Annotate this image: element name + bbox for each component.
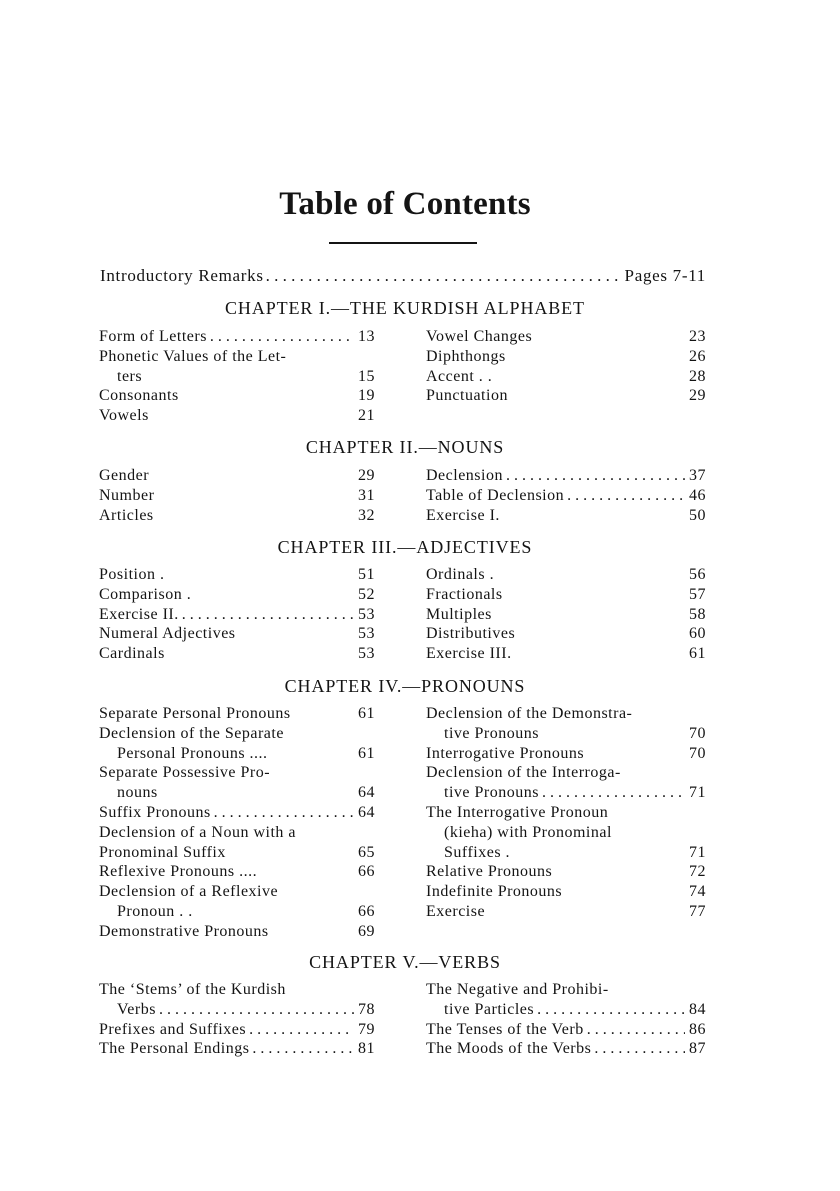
toc-entry[interactable]: [426, 506, 706, 526]
entry-page-number: 26: [689, 347, 706, 365]
entry-title: Exercise: [426, 902, 486, 920]
entry-page-number: 58: [689, 605, 706, 623]
entry-page-number: 60: [689, 625, 706, 643]
entry-title: nouns: [117, 784, 158, 802]
toc-entry[interactable]: [426, 704, 706, 724]
entry-page-number: 53: [358, 605, 375, 623]
toc-entry[interactable]: [99, 1020, 375, 1040]
dot-leader: [159, 1000, 354, 1020]
toc-entry[interactable]: [99, 922, 375, 942]
entry-title: Exercise I.: [426, 506, 500, 524]
entry-title: The Negative and Prohibi-: [426, 981, 609, 998]
chapter-4-left-column: [99, 704, 375, 942]
chapter-3-left-column: [99, 565, 375, 664]
entry-title: Multiples: [426, 605, 492, 623]
entry-title: Accent . .: [426, 367, 493, 385]
dot-leader: [594, 1039, 685, 1059]
toc-entry[interactable]: [99, 585, 375, 605]
entry-title: Number: [99, 486, 155, 504]
toc-entry[interactable]: [99, 1039, 375, 1059]
toc-entry[interactable]: [426, 486, 706, 506]
entry-title: Vowels: [99, 407, 149, 425]
entry-title: Punctuation: [426, 387, 508, 405]
toc-entry[interactable]: [99, 624, 375, 644]
toc-entry[interactable]: [99, 783, 375, 803]
entry-page-number: 52: [358, 585, 375, 603]
entry-title: Declension: [426, 467, 503, 484]
toc-entry[interactable]: [426, 466, 706, 486]
entry-title: tive Particles: [444, 1000, 535, 1018]
toc-entry[interactable]: [426, 585, 706, 605]
entry-page-number: 74: [689, 883, 706, 901]
toc-entry[interactable]: [99, 486, 375, 506]
entry-page-number: 71: [689, 843, 706, 861]
entry-title: The Interrogative Pronoun: [426, 803, 609, 821]
entry-page-number: 70: [689, 724, 706, 742]
toc-entry[interactable]: [99, 744, 375, 764]
toc-entry[interactable]: [426, 843, 706, 863]
dot-leader: [249, 1020, 354, 1040]
entry-page-number: 72: [689, 863, 706, 881]
toc-entry[interactable]: [426, 744, 706, 764]
toc-entry[interactable]: [426, 902, 706, 922]
toc-entry[interactable]: [99, 367, 375, 387]
toc-entry[interactable]: [426, 1000, 706, 1020]
chapter-5-right-column: [426, 980, 706, 1059]
entry-title: Verbs: [117, 1000, 156, 1018]
entry-title: Comparison .: [99, 585, 192, 603]
entry-title: Relative Pronouns: [426, 863, 553, 881]
toc-entry[interactable]: [99, 466, 375, 486]
entry-title: Indefinite Pronouns: [426, 883, 563, 901]
entry-title: Phonetic Values of the Let-: [99, 347, 287, 365]
entry-title: Prefixes and Suffixes: [99, 1020, 247, 1038]
toc-entry[interactable]: [426, 644, 706, 664]
entry-page-number: 71: [689, 784, 706, 802]
toc-entry[interactable]: [426, 724, 706, 744]
toc-entry[interactable]: [99, 902, 375, 922]
entry-page-number: 23: [689, 328, 706, 345]
entry-page-number: 66: [358, 902, 375, 920]
entry-page-number: 61: [689, 645, 706, 663]
toc-entry[interactable]: [426, 1020, 706, 1040]
chapter-2-heading: CHAPTER II.—NOUNS: [305, 437, 505, 457]
chapter-4-right-column: [426, 704, 706, 922]
page-title: Table of Contents: [279, 186, 531, 222]
dot-leader: [567, 486, 685, 506]
entry-page-number: 28: [689, 367, 706, 385]
toc-entry[interactable]: [99, 506, 375, 526]
entry-page-number: 56: [689, 566, 706, 583]
toc-entry[interactable]: [99, 882, 375, 902]
toc-entry[interactable]: [99, 763, 375, 783]
entry-title: ters: [117, 367, 143, 385]
toc-entry[interactable]: [426, 862, 706, 882]
dot-leader: [252, 1039, 354, 1059]
entry-title: Interrogative Pronouns: [426, 744, 585, 762]
entry-page-number: 61: [358, 705, 375, 722]
toc-entry[interactable]: [99, 347, 375, 367]
dot-leader: [506, 466, 685, 486]
title-rule: [329, 242, 477, 244]
entry-title: Cardinals: [99, 645, 165, 663]
toc-entry[interactable]: [426, 386, 706, 406]
entry-page-number: 70: [689, 744, 706, 762]
entry-title: Form of Letters: [99, 328, 207, 345]
entry-title: Demonstrative Pronouns: [99, 922, 269, 940]
entry-page-number: 46: [689, 486, 706, 504]
entry-title: Declension of the Separate: [99, 724, 284, 742]
toc-entry[interactable]: [99, 565, 375, 585]
toc-entry[interactable]: [426, 823, 706, 843]
dot-leader: [587, 1020, 685, 1040]
entry-page-number: 15: [358, 367, 375, 385]
dot-leader: [266, 266, 623, 286]
entry-title: Declension of the Demonstra-: [426, 705, 633, 722]
chapter-1-left-column: [99, 327, 375, 426]
entry-page-number: 61: [358, 744, 375, 762]
toc-entry[interactable]: [99, 862, 375, 882]
toc-entry[interactable]: [426, 624, 706, 644]
entry-page-number: 84: [689, 1000, 706, 1018]
dot-leader: [210, 327, 354, 347]
entry-title: Exercise III.: [426, 645, 512, 663]
entry-title: Declension of a Noun with a: [99, 823, 297, 841]
toc-entry[interactable]: [99, 823, 375, 843]
entry-title: The ‘Stems’ of the Kurdish: [99, 981, 286, 998]
toc-entry[interactable]: [426, 783, 706, 803]
entry-title: Numeral Adjectives: [99, 625, 236, 643]
toc-entry[interactable]: [99, 1000, 375, 1020]
entry-title: tive Pronouns: [444, 784, 539, 802]
entry-title: Suffixes .: [444, 843, 511, 861]
toc-entry[interactable]: [426, 367, 706, 387]
entry-page-number: 29: [358, 467, 375, 484]
toc-entry[interactable]: [426, 327, 706, 347]
entry-title: Pronoun . .: [117, 902, 193, 920]
entry-title: Declension of the Interroga-: [426, 764, 621, 782]
entry-page-number: 64: [358, 803, 375, 821]
chapter-4-heading: CHAPTER IV.—PRONOUNS: [284, 676, 526, 696]
dot-leader: [214, 803, 354, 823]
entry-page-number: 69: [358, 922, 375, 940]
entry-page-number: 78: [358, 1000, 375, 1018]
toc-entry[interactable]: [426, 803, 706, 823]
entry-title: The Personal Endings: [99, 1040, 250, 1058]
entry-page-number: 19: [358, 387, 375, 405]
entry-title: Gender: [99, 467, 150, 484]
entry-page-number: 64: [358, 784, 375, 802]
entry-page-number: 77: [689, 902, 706, 920]
toc-entry[interactable]: [426, 882, 706, 902]
intro-label: Introductory Remarks: [100, 266, 264, 285]
dot-leader: [537, 1000, 685, 1020]
entry-title: tive Pronouns: [444, 724, 539, 742]
entry-page-number: 81: [358, 1040, 375, 1058]
entry-title: Exercise II.: [99, 605, 179, 623]
entry-page-number: 29: [689, 387, 706, 405]
chapter-2-right-column: [426, 466, 706, 525]
toc-entry[interactable]: [426, 980, 706, 1000]
entry-title: Suffix Pronouns: [99, 803, 211, 821]
entry-title: Separate Personal Pronouns: [99, 705, 291, 722]
entry-page-number: 50: [689, 506, 706, 524]
entry-page-number: 32: [358, 506, 375, 524]
chapter-5-heading: CHAPTER V.—VERBS: [309, 952, 501, 972]
dot-leader: [182, 605, 354, 625]
entry-page-number: 13: [358, 328, 375, 345]
toc-entry[interactable]: [99, 803, 375, 823]
entry-title: (kieha) with Pronominal: [444, 823, 612, 841]
entry-page-number: 86: [689, 1020, 706, 1038]
chapter-1-right-column: [426, 327, 706, 406]
entry-title: Ordinals .: [426, 566, 495, 583]
entry-page-number: 37: [689, 467, 706, 484]
chapter-2-left-column: [99, 466, 375, 525]
entry-title: Declension of a Reflexive: [99, 883, 279, 901]
toc-entry[interactable]: [99, 980, 375, 1000]
toc-entry[interactable]: [99, 605, 375, 625]
entry-title: Vowel Changes: [426, 328, 533, 345]
entry-page-number: 79: [358, 1020, 375, 1038]
toc-entry[interactable]: [99, 724, 375, 744]
toc-entry[interactable]: [99, 406, 375, 426]
chapter-3-right-column: [426, 565, 706, 664]
entry-title: Distributives: [426, 625, 516, 643]
entry-title: Fractionals: [426, 585, 503, 603]
entry-page-number: 87: [689, 1040, 706, 1058]
intro-pages: Pages 7-11: [624, 266, 706, 285]
entry-title: The Tenses of the Verb: [426, 1020, 584, 1038]
toc-entry[interactable]: [99, 327, 375, 347]
entry-page-number: 66: [358, 863, 375, 881]
toc-entry[interactable]: [99, 644, 375, 664]
entry-title: Position .: [99, 566, 165, 583]
toc-entry[interactable]: [426, 1039, 706, 1059]
toc-entry[interactable]: [99, 704, 375, 724]
toc-entry[interactable]: [426, 605, 706, 625]
entry-title: Separate Possessive Pro-: [99, 764, 271, 782]
toc-entry[interactable]: [426, 763, 706, 783]
toc-entry[interactable]: [99, 386, 375, 406]
toc-intro-entry[interactable]: [100, 266, 706, 286]
entry-title: Table of Declension: [426, 486, 565, 504]
entry-title: Personal Pronouns ....: [117, 744, 268, 762]
entry-page-number: 51: [358, 566, 375, 583]
entry-title: Consonants: [99, 387, 179, 405]
entry-page-number: 21: [358, 407, 375, 425]
entry-title: The Moods of the Verbs: [426, 1040, 592, 1058]
entry-page-number: 57: [689, 585, 706, 603]
chapter-1-heading: CHAPTER I.—THE KURDISH ALPHABET: [225, 298, 585, 318]
entry-page-number: 53: [358, 645, 375, 663]
entry-page-number: 53: [358, 625, 375, 643]
entry-page-number: 65: [358, 843, 375, 861]
entry-title: Pronominal Suffix: [99, 843, 226, 861]
entry-page-number: 31: [358, 486, 375, 504]
chapter-5-left-column: [99, 980, 375, 1059]
entry-title: Diphthongs: [426, 347, 506, 365]
chapter-3-heading: CHAPTER III.—ADJECTIVES: [277, 537, 533, 557]
toc-entry[interactable]: [426, 347, 706, 367]
entry-title: Articles: [99, 506, 154, 524]
toc-entry[interactable]: [426, 565, 706, 585]
dot-leader: [542, 783, 685, 803]
toc-entry[interactable]: [99, 843, 375, 863]
entry-title: Reflexive Pronouns ....: [99, 863, 258, 881]
